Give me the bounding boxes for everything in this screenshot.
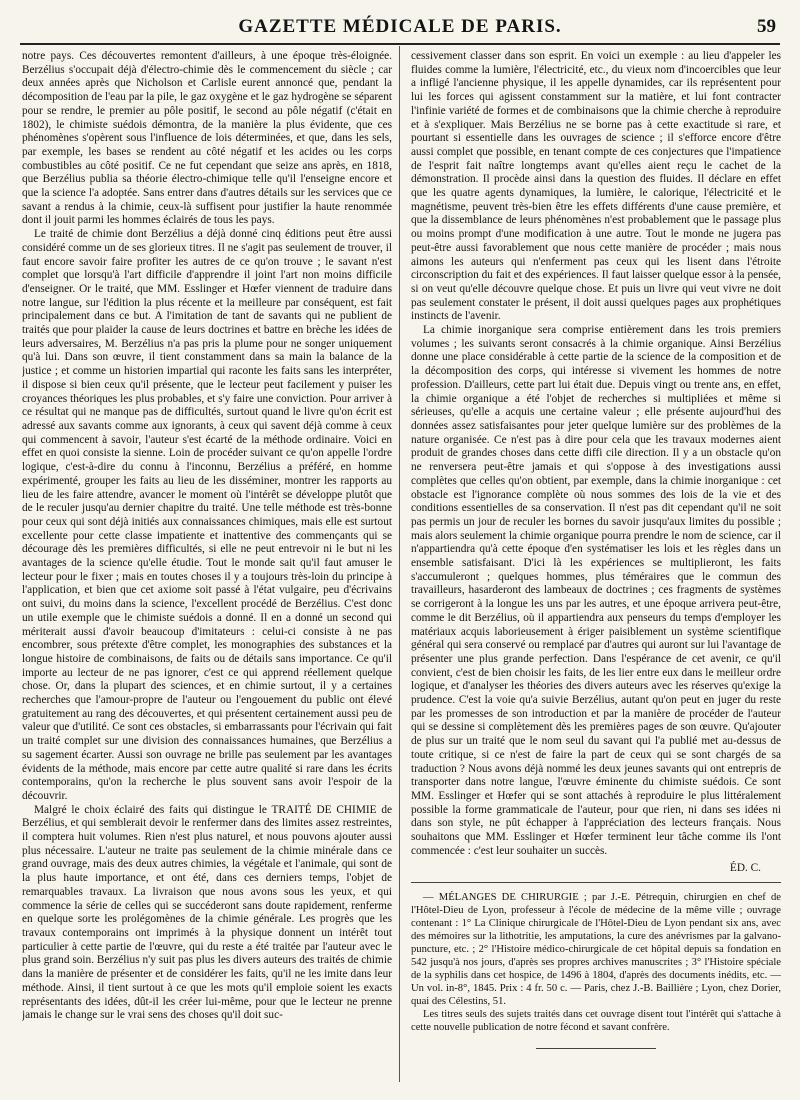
journal-title: GAZETTE MÉDICALE DE PARIS. — [238, 16, 562, 37]
author-signature: ÉD. C. — [729, 862, 761, 875]
notice-paragraph: — MÉLANGES DE CHIRURGIE ; par J.-E. Pétrequin, chirurgien en chef de l'Hôtel-Dieu de Lyon, professeur à l'école de médecine de la même ville ; ouvrage contenant : 1° La Clinique chirurgicale de l'Hôtel-Dieu de Lyon pendant six ans, avec des mémoires sur la lithotritie, les amputations, la cure des anévrismes par la galvano-puncture, etc. ; 2° l'Histoire médico-chirurgicale de cet hôpital depuis sa fondation en 542 jusqu'à nos jours, d'après ses propres archives manuscrites ; 3° l'Histoire spéciale de la syphilis dans cet hospice, de 1496 à 1804, d'après des documents inédits, etc. — Un vol. in-8°, 1845. Prix : 4 fr. 50 c. — Paris, chez J.-B. Baillière ; Lyon, chez Dorier, quai des Célestins, 51. — [411, 892, 781, 1008]
column-divider — [399, 46, 400, 1082]
header-rule — [20, 43, 780, 45]
page-header — [20, 14, 780, 40]
article-paragraph: Malgré le choix éclairé des faits qui distingue le TRAITÉ DE CHIMIE de Berzélius, et qui semblerait devoir le renfermer dans des limites assez restreintes, il comptera huit volumes. Rien n'est plus naturel, et nous pouvons ajouter aussi plus nécessaire. L'auteur ne traite pas seulement de la chimie minérale dans ce grand ouvrage, mais des deux autres chimies, la végétale et l'animale, qui sont de la plus haute importance, et ont été, dans ces derniers temps, l'objet de remarquables travaux. La livraison que nous avons sous les yeux, et qui commence la série de celles qui se succéderont sans doute rapidement, renferme en quelque sorte les prolégomènes de la chimie générale. Les progrès que les travaux contemporains ont imprimés à la physique donnent un intérêt tout particulier à cette partie de l'œuvre, qui du reste a été traitée par l'auteur avec le plus grand soin. Berzélius n'y suit pas plus les divers auteurs des traités de chimie dans la manière de présenter et de considérer les faits, qu'il ne les imite dans leur méthode. Ainsi, il tient surtout à ce que les mots qu'il emploie soient les exacts représentants des idées, dût-il les créer lui-même, pour que le lecteur ne prenne jamais le change sur le vrai sens des choses qu'il doit suc- — [22, 803, 392, 1022]
page-number: 59 — [757, 16, 776, 37]
article-paragraph: La chimie inorganique sera comprise entièrement dans les trois premiers volumes ; les suivants seront consacrés à la chimie organique. Ainsi Berzélius donne une place considérable à cette partie de la science de la composition et de la décomposition des corps, qui intéresse si vivement les hommes de notre profession. D'ailleurs, cette part lui était due. Depuis vingt ou trente ans, en effet, la chimie organique a été l'objet de recherches si multipliées et même si sérieuses, qu'elle a acquis une certaine valeur ; elle présente aujourd'hui des données assez satisfaisantes pour jeter quelque lumière sur des problèmes de la nature organisée. Ce n'est pas à dire pour cela que les travaux modernes aient produit de grandes choses dans cette diffi cile direction. Il y a un obstacle qu'on ne renversera peut-être jamais et qui s'oppose à des investigations aussi complètes que celles qu'on obtient, par exemple, dans la chimie inorganique : cet obstacle est l'ignorance complète où nous sommes des lois de la vie et des conditions essentielles de sa conservation. Il n'est pas dit cependant qu'il ne soit pas permis un jour de reculer les bornes du savoir jusqu'aux limites du possible ; mais alors seulement la chimie organique pourra prendre le nom de science, car il n'appartiendra qu'à cette époque d'en systématiser les lois et les règles dans un ensemble satisfaisant. D'ici là les expériences se multiplieront, les faits s'accumuleront ; quelques hommes, plus téméraires que le commun des travailleurs, hasarderont des lambeaux de doctrines ; ces fragments de systèmes se corrigeront à la longue les uns par les autres, et une époque arrivera peut-être, comme le dit Berzélius, où il appartiendra aux penseurs du temps d'employer les matériaux acquis laborieusement à ériger paisiblement un système scientifique général qui sera conservé ou remplacé par d'autres qui auront sur lui l'avantage de présenter une plus grande perfection. Dans l'espérance de cet avenir, ce qu'il convient, c'est de bien choisir les faits, de les lier entre eux dans le meilleur ordre logique, et d'analyser les théories des divers auteurs avec les réserves qu'exige la prudence. C'est la voie qu'a suivie Berzélius, autant qu'on peut en juger du reste par les promesses de son introduction et par la manière de procéder de l'auteur qui se dessine si complètement dès les premières pages de son œuvre. Qu'ajouter de plus sur un traité que le nom seul du savant qui l'a publié met au-dessus de toute critique, si ce n'est de faire la part de ceux qui se sont chargés de sa traduction ? Nous avons déjà nommé les deux jeunes savants qui ont entrepris de transporter dans notre langue, l'œuvre éminente du chimiste suédois. Ce sont MM. Esslinger et Hœfer qui se sont attachés à reproduire le plus littéralement possible la forme grammaticale de l'auteur, pour que rien, ni dans ses idées ni dans son style, ne pût échapper à l'appréciation des lecteurs français. Nous souhaitons que MM. Esslinger et Hœfer terminent leur tâche comme ils l'ont commencée : c'est leur souhaiter un succès. — [411, 324, 781, 857]
article-paragraph: notre pays. Ces découvertes remontent d'ailleurs, à une époque très-éloignée. Berzélius s'occupait déjà d'électro-chimie dès le commencement du siècle ; car deux années après que Nicholson et Carlisle eurent annoncé que, pendant la décomposition de l'eau par la pile, le gaz oxygène et le gaz hydrogène se séparent pour se rendre, le premier au pôle positif, le second au pôle négatif (c'était en 1802), le chimiste suédois démontra, de la manière la plus évidente, que ces phénomènes s'opèrent sous l'influence de lois déterminées, et que, dans les sels, par exemple, les bases se rendent au côté négatif et les acides ou les corps combustibles au côté positif. Ce ne fut cependant que seize ans après, en 1818, que Berzélius publia sa théorie électro-chimique telle qu'il l'enseigne encore et que la science l'a adoptée. Sans entrer dans d'autres détails sur les services que ce savant a rendus à la chimie, ceux-là suffisent pour justifier la haute renommée dont il jouit parmi les hommes éclairés de tous les pays. — [22, 50, 392, 227]
article-paragraph: Le traité de chimie dont Berzélius a déjà donné cinq éditions peut être aussi considéré comme un de ses glorieux titres. Il ne s'agit pas seulement de trouver, il faut encore savoir faire profiter les autres de ce qu'on trouve ; le savant n'est complet que lorsqu'à l'art difficile d'apprendre il joint l'art non moins difficile d'enseigner. Or le traité, que MM. Esslinger et Hœfer viennent de traduire dans notre langue, sur l'édition la plus récente et la meilleure par conséquent, est fait principalement dans ce but. A l'imitation de tant de savants qui ne publient de traités que pour plaider la cause de leurs doctrines et battre en brèche les idées de leurs adversaires, M. Berzélius n'a pas pris la plume pour ne songer uniquement qu'à lui. Dans son œuvre, il tient constamment dans sa main la balance de la justice ; et comme un historien impartial qui raconte les faits sans les interpréter, il dispose si bien ceux qu'il présente, que le lecteur peut facilement y puiser les croyances théoriques les plus probables, et s'y faire une conviction. Pour arriver à ce résultat qui ne manque pas de difficultés, surtout quand le livre qu'on écrit est adressé aux savants comme aux ignorants, à ceux qui savent déjà comme à ceux qui commencent à savoir, l'auteur s'est écarté de la méthode ordinaire. Voici en effet en quoi consiste la sienne. Loin de procéder suivant ce qu'on appelle l'ordre logique, c'est-à-dire du connu à l'inconnu, Berzélius a préféré, en homme expérimenté, grouper les faits au lieu de les disséminer, montrer les rapports au lieu de les faire attendre, avancer le moment où l'intérêt se développe plutôt que de le reculer jusqu'au dernier chapitre du traité. Une telle méthode est très-bonne pour ceux qui sont déjà initiés aux connaissances chimiques, mais elle est surtout excellente pour cette classe impatiente et inattentive des commençants qui se décourage dès les premières difficultés, si elle ne peut entrevoir ni le but ni les avantages de la science qu'elle étudie. Tout le monde sait qu'il faut amuser le lecteur pour le fixer ; mais en toutes choses il y a toujours très-loin du principe à l'application, et bien que cet axiome soit passé à l'état vulgaire, peu d'écrivains ont suivi, du moins dans la science, l'excellent procédé de Berzélius. C'est donc un utile exemple que le chimiste suédois a donné. Il en a donné un second qui mériterait aussi d'avoir beaucoup d'imitateurs : celui-ci consiste à ne pas encombrer, sous prétexte d'être complet, les monographies des substances et la longue histoire de combinaisons, de faits ou de détails sans importance. Ce qu'il importe au lecteur de ne pas ignorer, c'est ce qui apprend réellement quelque chose. Or, dans la plupart des sciences, et en chimie surtout, il y a certaines recherches que l'amour-propre de l'auteur ou l'engouement du public ont élevé gratuitement au rang des découvertes, et qui présentent certainement aussi peu de valeur que d'utilité. Ce sont ces obstacles, si embarrassants pour l'écrivain qui fait un traité complet sur une division des connaissances humaines, que Berzélius a su sagement écarter. Aussi son ouvrage ne brille pas seulement par les avantages évidents de la méthode, mais encore par cette autre qualité si rare dans les écrits contemporains, qu'on la recherche le plus souvent sans avoir l'espoir de la découvrir. — [22, 228, 392, 802]
right-column — [411, 50, 781, 1090]
notice-paragraph: Les titres seuls des sujets traités dans cet ouvrage disent tout l'intérêt qui s'attache à cette nouvelle publication de notre fécond et savant confrère. — [411, 1009, 781, 1034]
book-notice — [411, 891, 781, 1034]
section-divider — [411, 882, 781, 883]
left-column — [22, 50, 392, 1090]
end-rule — [536, 1048, 656, 1049]
article-paragraph: cessivement classer dans son esprit. En voici un exemple : au lieu d'appeler les fluides comme la lumière, l'électricité, etc., du vieux nom d'incoercibles que leur a infligé l'ancienne physique, il les appelle dynamides, car ils représentent pour lui les forces qui agissent constamment sur la matière, et lui font contracter l'infinie variété de formes et de combinaisons que la chimie cherche à reproduire et à s'expliquer. Mais Berzélius ne se borne pas à cette exactitude si rare, et pourtant si essentielle dans les ouvrages de science ; il s'efforce encore d'être aussi complet que possible, en tenant compte de ces conjectures que l'impatience de l'esprit fait naître longtemps avant qu'elles aient reçu le cachet de la démonstration. Il procède ainsi dans la question des fluides. Il déclare en effet que les quatre agents dynamiques, la lumière, le calorique, l'électricité et le magnétisme, peuvent très-bien être les effets différents d'une cause première, et que la dissemblance de leurs phénomènes n'est probablement que le passage plus ou moins prompt d'une modification à une autre. Tout le monde ne jugera pas peut-être aussi favorablement que nous cette manière de procéder ; mais nous aimons les auteurs qui n'enferment pas ceux qui les lisent dans l'étroite circonscription du fait et des expériences. Il faut laisser quelque essor à la pensée, si on veut qu'elle découvre quelque chose. Et puis un livre qui veut vivre ne doit pas seulement constater le présent, il doit aussi quelques pages aux prophétiques instincts de l'avenir. — [411, 50, 781, 323]
